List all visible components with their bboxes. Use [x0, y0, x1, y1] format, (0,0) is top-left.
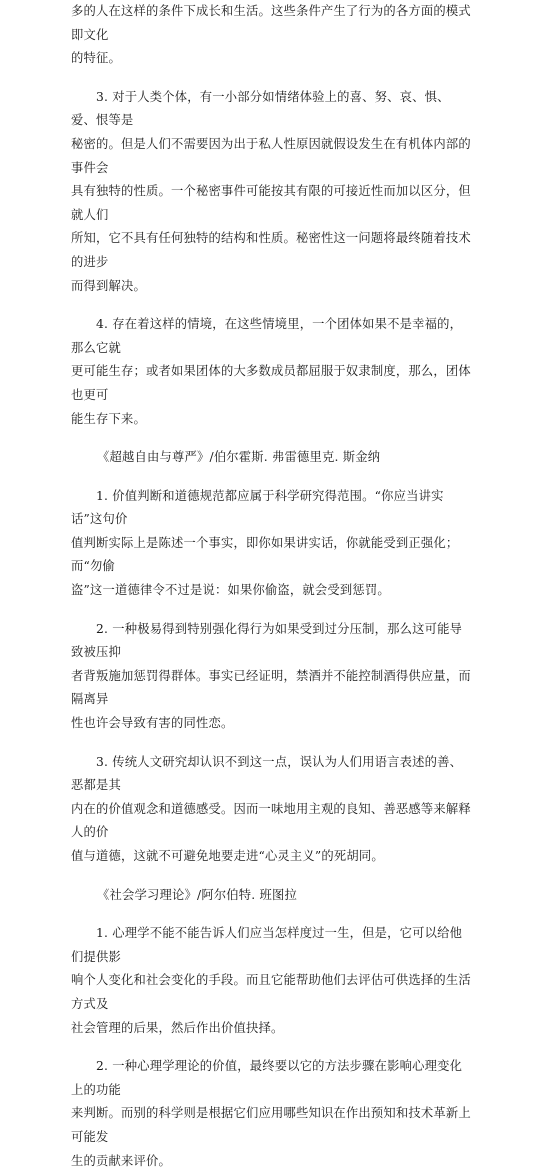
paragraph-gap — [71, 603, 471, 618]
text-line: 值与道德，这就不可避免地要走进“心灵主义”的死胡同。 — [71, 849, 384, 863]
text-line: 能生存下来。 — [71, 411, 146, 426]
text-line: 3. 传统人文研究却认识不到这一点，误认为人们用语言表述的善、恶都是其 — [71, 754, 463, 793]
text-line: 盗”这一道德律令不过是说：如果你偷盗，就会受到惩罚。 — [71, 583, 390, 598]
paragraph-gap — [71, 470, 471, 485]
text-line: 《社会学习理论》/阿尔伯特. 班图拉 — [97, 887, 298, 902]
text-line: 社会管理的后果，然后作出价值抉择。 — [71, 1020, 284, 1035]
text-line: 值判断实际上是陈述一个事实，即你如果讲实话，你就能受到正强化；而“勿偷 — [71, 535, 459, 574]
text-line: 《超越自由与尊严》/伯尔霍斯. 弗雷德里克. 斯金纳 — [97, 450, 381, 465]
paragraph-point-4 — [71, 313, 471, 431]
text-line: 生的贡献来评价。 — [71, 1153, 171, 1168]
paragraph-bandura-2 — [71, 1055, 471, 1173]
text-line: 响个人变化和社会变化的手段。而且它能帮助他们去评估可供选择的生活方式及 — [71, 973, 471, 1011]
paragraph-intro-continuation — [71, 0, 471, 71]
text-line: 内在的价值观念和道德感受。因而一味地用主观的良知、善恶感等来解释人的价 — [71, 801, 471, 840]
text-line: 多的人在这样的条件下成长和生活。这些条件产生了行为的各方面的模式即文化 — [71, 4, 471, 42]
text-line: 4. 存在着这样的情境，在这些情境里，一个团体如果不是幸福的，那么它就 — [71, 317, 463, 355]
text-line: 更可能生存；或者如果团体的大多数成员都屈服于奴隶制度，那么，团体也更可 — [71, 364, 471, 402]
text-line: 来判断。而别的科学则是根据它们应用哪些知识在作出预知和技术革新上可能发 — [71, 1106, 471, 1144]
book-title-bandura — [71, 884, 471, 908]
paragraph-bandura-1 — [71, 922, 471, 1040]
document-page — [71, 0, 471, 1173]
text-line: 1. 价值判断和道德规范都应属于科学研究得范围。“你应当讲实话”这句价 — [71, 488, 444, 527]
paragraph-skinner-3 — [71, 751, 471, 869]
text-line: 具有独特的性质。一个秘密事件可能按其有限的可接近性而加以区分，但就人们 — [71, 184, 471, 222]
book-title-skinner — [71, 446, 471, 470]
text-line: 2. 一种心理学理论的价值，最终要以它的方法步骤在影响心理变化上的功能 — [71, 1059, 463, 1097]
paragraph-gap — [71, 907, 471, 922]
paragraph-skinner-2 — [71, 618, 471, 736]
paragraph-gap — [71, 431, 471, 446]
text-line: 者背叛施加惩罚得群体。事实已经证明，禁酒并不能控制酒得供应量，而隔离异 — [71, 668, 471, 707]
text-line: 1. 心理学不能不能告诉人们应当怎样度过一生，但是，它可以给他们提供影 — [71, 926, 463, 964]
text-line: 的特征。 — [71, 51, 121, 66]
text-line: 3. 对于人类个体，有一小部分如情绪体验上的喜、努、哀、惧、爱、恨等是 — [71, 89, 450, 128]
text-line: 秘密的。但是人们不需要因为出于私人性原因就假设发生在有机体内部的事件会 — [71, 136, 471, 175]
paragraph-gap — [71, 298, 471, 313]
paragraph-gap — [71, 1040, 471, 1055]
paragraph-skinner-1 — [71, 485, 471, 603]
text-line: 所知，它不具有任何独特的结构和性质。秘密性这一问题将最终随着技术的进步 — [71, 231, 471, 269]
text-line: 2. 一种极易得到特别强化得行为如果受到过分压制，那么这可能导致被压抑 — [71, 621, 463, 660]
paragraph-gap — [71, 71, 471, 86]
text-line: 性也许会导致有害的同性恋。 — [71, 716, 234, 731]
paragraph-point-3 — [71, 86, 471, 298]
text-line: 而得到解决。 — [71, 278, 146, 293]
paragraph-gap — [71, 869, 471, 884]
paragraph-gap — [71, 736, 471, 751]
